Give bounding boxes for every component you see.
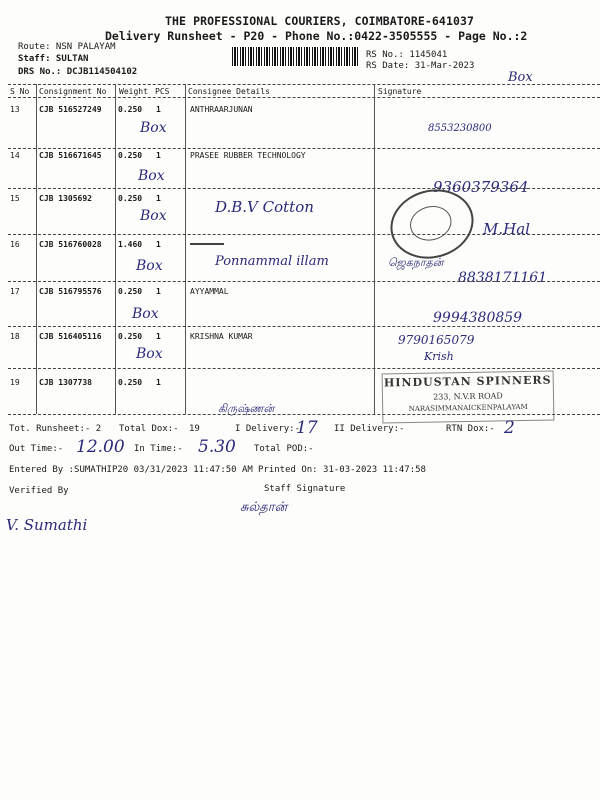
row-sno: 18 (10, 332, 20, 341)
verifier-signature: V. Sumathi (6, 516, 88, 534)
handwritten-seal-name: M.Hal (483, 220, 530, 238)
row-weight: 0.250 (118, 378, 143, 387)
row-sno: 19 (10, 378, 20, 387)
row-pcs: 1 (156, 151, 161, 160)
staff-signature: சுல்தான் (240, 500, 288, 515)
row-separator (8, 326, 600, 327)
row-separator (8, 148, 600, 149)
col-divider (36, 84, 37, 414)
row-pcs: 1 (156, 287, 161, 296)
row-separator (8, 281, 600, 282)
handwritten-phone: 9360379364 (433, 178, 529, 196)
handwritten-phone: 9790165079 (398, 333, 475, 347)
row-sno: 15 (10, 194, 20, 203)
row-consignee: ANTHRAARJUNAN (190, 105, 253, 114)
row-weight: 0.250 (118, 332, 143, 341)
row-consignment: CJB 516527249 (39, 105, 102, 114)
col-divider (185, 84, 186, 414)
handwritten-box: Box (140, 208, 167, 224)
col-consignee: Consignee Details (188, 87, 270, 96)
handwritten-phone: 8553230800 (428, 123, 492, 134)
route: Route: NSN PALAYAM (18, 42, 116, 52)
row-consignment: CJB 516760028 (39, 240, 102, 249)
total-pod-label: Total POD:- (254, 444, 314, 454)
rtn-dox-label: RTN Dox:- (446, 424, 495, 434)
row-consignment: CJB 1305692 (39, 194, 92, 203)
row-sno: 17 (10, 287, 20, 296)
company-stamp (382, 371, 555, 424)
handwritten-box-top: Box (508, 70, 533, 85)
row-pcs: 1 (156, 105, 161, 114)
handwritten-phone: 8838171161 (458, 270, 548, 286)
drs-number: DRS No.: DCJB114504102 (18, 67, 138, 77)
ii-delivery-label: II Delivery:- (334, 424, 405, 434)
stamp-line-1: HINDUSTAN SPINNERS (383, 373, 552, 390)
row-pcs: 1 (156, 332, 161, 341)
handwritten-tamil-name: ஜெகநாதன் (388, 256, 444, 269)
in-time-label: In Time:- (134, 444, 183, 454)
i-delivery-label: I Delivery:- (235, 424, 301, 434)
row-consignee: PRASEE RUBBER TECHNOLOGY (190, 151, 306, 160)
row-weight: 0.250 (118, 287, 143, 296)
rtn-dox-value: 2 (504, 418, 515, 438)
staff-signature-label: Staff Signature (264, 484, 346, 494)
i-delivery-value: 17 (296, 418, 318, 438)
rs-number: RS No.: 1145041 (366, 50, 448, 60)
col-consignment: Consignment No (39, 87, 107, 96)
handwritten-box: Box (136, 346, 163, 362)
rs-date: RS Date: 31-Mar-2023 (366, 61, 475, 71)
handwritten-krish: Krish (424, 350, 454, 363)
handwritten-box: Box (132, 306, 159, 322)
struck-out-text (190, 243, 224, 245)
col-divider (374, 84, 375, 414)
row-consignee: KRISHNA KUMAR (190, 332, 253, 341)
row-sno: 14 (10, 151, 20, 160)
printed-on: Printed On: 31-03-2023 11:47:58 (258, 465, 426, 475)
stamp-line-3: NARASIMMANAICKENPALAYAM (408, 402, 528, 414)
row-consignment: CJB 516671645 (39, 151, 102, 160)
tot-runsheet: Tot. Runsheet:- 2 (9, 424, 102, 434)
header-bottom-line (8, 97, 600, 98)
handwritten-box: Box (140, 120, 167, 136)
row-weight: 0.250 (118, 194, 143, 203)
barcode (232, 47, 360, 66)
row-weight: 0.250 (118, 151, 143, 160)
total-dox-value: 19 (189, 424, 200, 434)
col-signature: Signature (378, 87, 422, 96)
stamp-line-2: 233, N.V.R ROAD (433, 391, 503, 402)
row-separator (8, 368, 600, 369)
row-pcs: 1 (156, 240, 161, 249)
out-time-value: 12.00 (76, 437, 125, 457)
staff: Staff: SULTAN (18, 54, 89, 64)
handwritten-consignee: D.B.V Cotton (215, 198, 314, 216)
row-consignment: CJB 1307738 (39, 378, 92, 387)
out-time-label: Out Time:- (9, 444, 64, 454)
row-sno: 13 (10, 105, 20, 114)
row-sno: 16 (10, 240, 20, 249)
handwritten-box: Box (138, 168, 165, 184)
col-weight: Weight (119, 87, 148, 96)
handwritten-phone: 9994380859 (433, 310, 523, 326)
handwritten-consignee: Ponnammal illam (215, 254, 329, 269)
row-consignment: CJB 516795576 (39, 287, 102, 296)
verified-by-label: Verified By (9, 486, 69, 496)
handwritten-tamil-name: கிருஷ்ணன் (218, 402, 275, 415)
entered-by: Entered By :SUMATHIP20 03/31/2023 11:47:50 AM (9, 465, 253, 475)
row-consignee: AYYAMMAL (190, 287, 229, 296)
in-time-value: 5.30 (198, 437, 236, 457)
row-weight: 0.250 (118, 105, 143, 114)
row-pcs: 1 (156, 378, 161, 387)
row-weight: 1.460 (118, 240, 143, 249)
row-consignment: CJB 516405116 (39, 332, 102, 341)
row-pcs: 1 (156, 194, 161, 203)
table-bottom-line (8, 414, 600, 415)
runsheet-title: Delivery Runsheet - P20 - Phone No.:0422-3505555 - Page No.:2 (105, 29, 528, 43)
col-divider (115, 84, 116, 414)
row-separator (8, 188, 600, 189)
col-pcs: PCS (155, 87, 170, 96)
handwritten-box: Box (136, 258, 163, 274)
table-top-line (8, 84, 600, 85)
col-sno: S No (10, 87, 30, 96)
company-name: THE PROFESSIONAL COURIERS, COIMBATORE-641037 (165, 14, 475, 28)
row-separator (8, 234, 600, 235)
total-dox-label: Total Dox:- (119, 424, 179, 434)
